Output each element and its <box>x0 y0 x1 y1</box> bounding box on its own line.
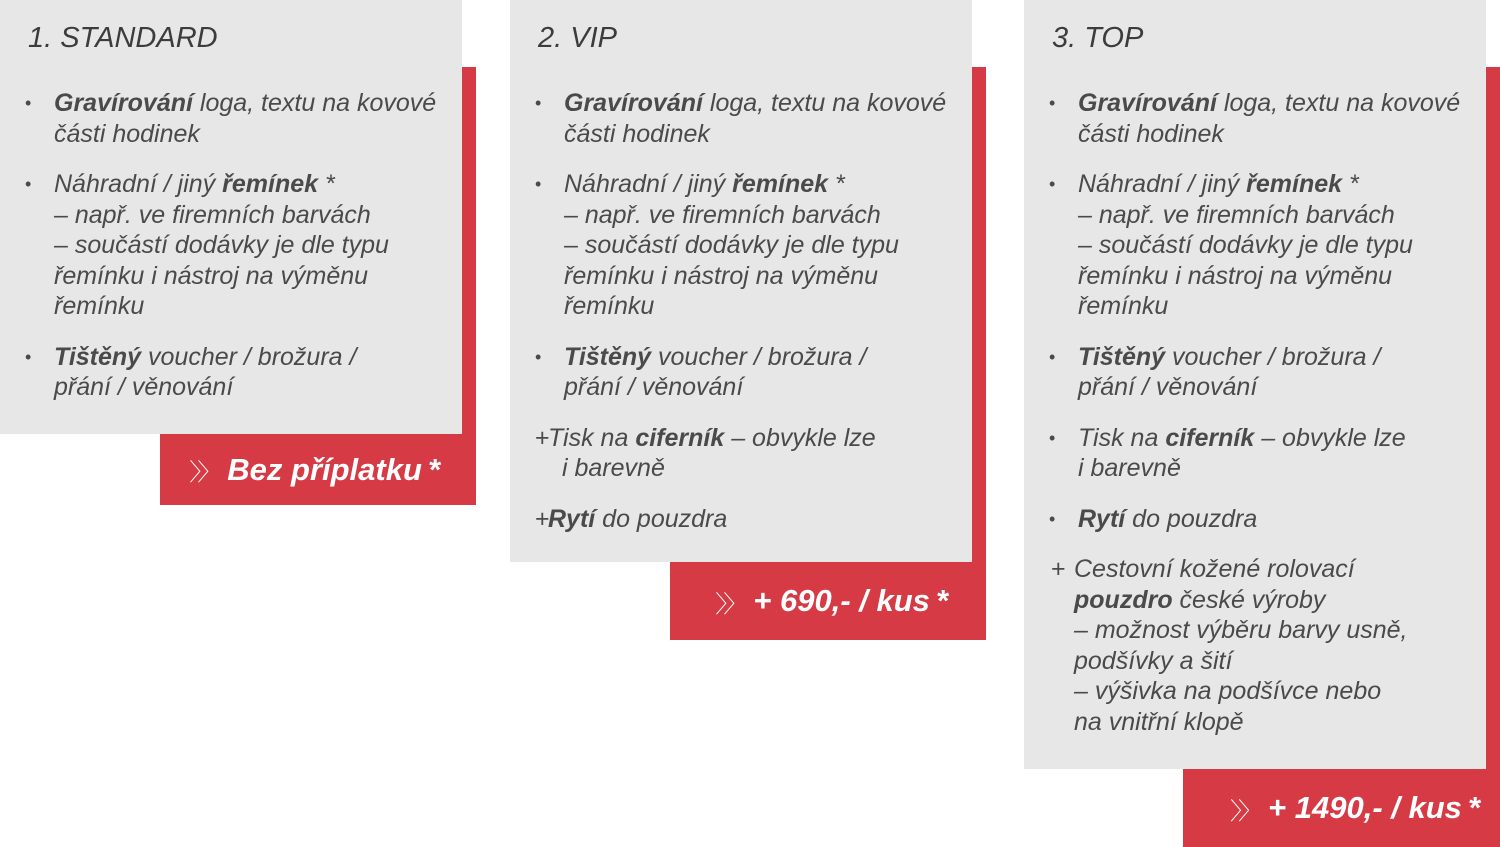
double-chevron-right-icon: 〉〉 <box>189 459 218 486</box>
plus-icon: + <box>535 504 550 533</box>
list-item-case-engraving: + Rytí do pouzdra <box>535 504 728 533</box>
package-3-accent-bar <box>1486 67 1500 847</box>
package-3-price-badge <box>1183 769 1500 847</box>
package-1-card <box>0 0 462 434</box>
list-item-engraving: • Gravírování loga, textu na kovové části hodinek <box>25 89 437 148</box>
package-3-items <box>1024 88 1486 757</box>
package-3-title: 3. TOP <box>1052 22 1144 54</box>
package-2-title: 2. VIP <box>538 22 617 54</box>
bullet-icon: • <box>1049 427 1056 448</box>
list-item-printed: • Tištěný voucher / brožura / přání / věnování <box>25 342 357 401</box>
price-asterisk: * <box>935 583 948 618</box>
bullet-icon: • <box>535 174 542 194</box>
list-item-dial-print: + Tisk na ciferník – obvykle lze i barevně <box>535 423 876 482</box>
double-chevron-right-icon: 〉〉 <box>715 590 744 618</box>
list-item-dial-print: • Tisk na ciferník – obvykle lze i barevně <box>1049 423 1406 482</box>
package-2-items <box>510 88 972 554</box>
plus-icon: + <box>1051 555 1066 583</box>
bullet-icon: • <box>1049 508 1056 529</box>
package-1-items <box>0 88 462 423</box>
price-asterisk: * <box>427 451 440 487</box>
list-item-engraving: • Gravírování loga, textu na kovové části hodinek <box>535 89 947 148</box>
package-1-title: 1. STANDARD <box>28 22 218 54</box>
list-item-travel-case: + Cestovní kožené rolovací pouzdro české výroby – možnost výběru barvy usně, podšívky a šití – výšivka na podšívce nebo na vnitřní klopě <box>1051 555 1408 736</box>
list-item-engraving: • Gravírování loga, textu na kovové části hodinek <box>1049 89 1461 148</box>
package-3-card <box>1024 0 1486 769</box>
bullet-icon: • <box>535 93 542 113</box>
package-2-price-badge <box>670 562 986 640</box>
list-item-strap: • Náhradní / jiný řemínek * – např. ve firemních barvách – součástí dodávky je dle typu řemínku i nástroj na výměnu řemínku <box>25 170 389 320</box>
list-item-strap: • Náhradní / jiný řemínek * – např. ve firemních barvách – součástí dodávky je dle typu řemínku i nástroj na výměnu řemínku <box>1049 170 1413 320</box>
plus-icon: + <box>535 423 550 452</box>
bullet-icon: • <box>25 346 32 367</box>
package-3-price: + 1490,- / kus <box>1268 790 1462 825</box>
list-item-printed: • Tištěný voucher / brožura / přání / věnování <box>535 342 867 401</box>
list-item-printed: • Tištěný voucher / brožura / přání / věnování <box>1049 342 1381 401</box>
package-2-accent-bar <box>972 67 986 640</box>
bullet-icon: • <box>1049 174 1056 194</box>
price-asterisk: * <box>1467 790 1480 825</box>
bullet-icon: • <box>1049 346 1056 367</box>
bullet-icon: • <box>1049 93 1056 113</box>
package-1-price: Bez příplatku <box>227 451 422 487</box>
list-item-strap: • Náhradní / jiný řemínek * – např. ve firemních barvách – součástí dodávky je dle typu řemínku i nástroj na výměnu řemínku <box>535 170 899 320</box>
bullet-icon: • <box>535 346 542 367</box>
package-2-price: + 690,- / kus <box>753 583 930 618</box>
package-2-card <box>510 0 972 562</box>
bullet-icon: • <box>25 174 32 194</box>
double-chevron-right-icon: 〉〉 <box>1230 797 1259 825</box>
package-1-price-badge <box>160 434 476 505</box>
bullet-icon: • <box>25 93 32 113</box>
list-item-case-engraving: • Rytí do pouzdra <box>1049 504 1258 533</box>
